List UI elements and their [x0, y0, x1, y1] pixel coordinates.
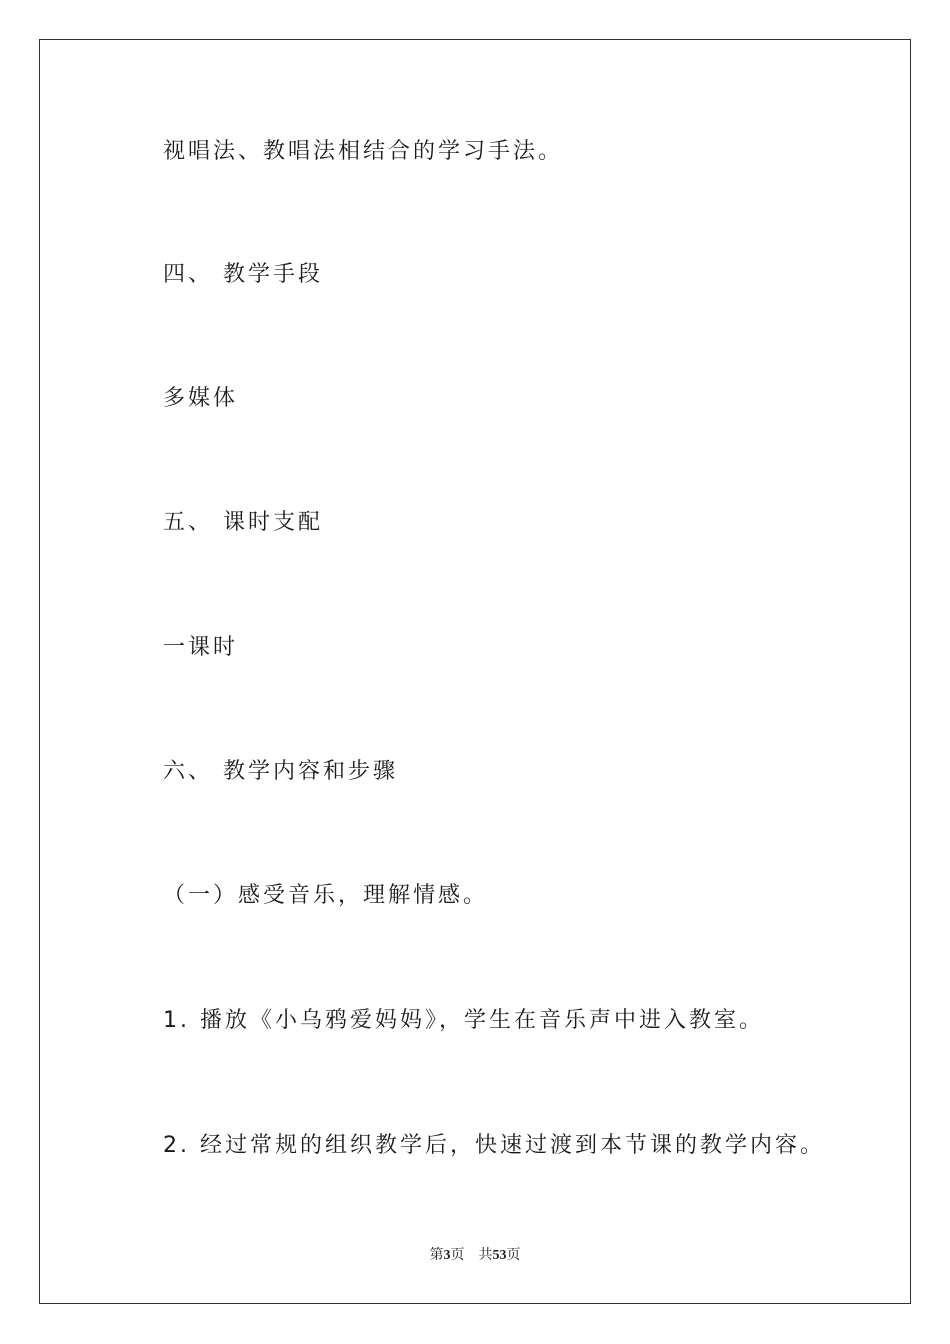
subsection-heading: （一）感受音乐，理解情感。	[163, 883, 489, 908]
section-heading-content-steps: 六、 教学内容和步骤	[163, 759, 398, 784]
section-heading-class-hours: 五、 课时支配	[163, 510, 323, 535]
body-text-line: 视唱法、教唱法相结合的学习手法。	[163, 139, 564, 164]
footer-page-prefix: 第	[429, 1248, 444, 1263]
numbered-step-1: 1. 播放《小乌鸦爱妈妈》，学生在音乐声中进入教室。	[163, 1008, 764, 1033]
body-text-line: 一课时	[163, 635, 239, 660]
footer-page-number: 3	[443, 1248, 451, 1263]
footer-total-prefix: 共	[478, 1248, 493, 1263]
body-text-line: 多媒体	[163, 386, 239, 411]
section-heading-teaching-means: 四、 教学手段	[163, 262, 323, 287]
footer-page-suffix: 页	[450, 1248, 465, 1263]
page-footer	[0, 1247, 950, 1265]
numbered-step-2: 2. 经过常规的组织教学后，快速过渡到本节课的教学内容。	[163, 1133, 825, 1158]
footer-total-suffix: 页	[506, 1248, 521, 1263]
footer-total-pages: 53	[492, 1248, 507, 1263]
page-frame	[39, 39, 911, 1304]
